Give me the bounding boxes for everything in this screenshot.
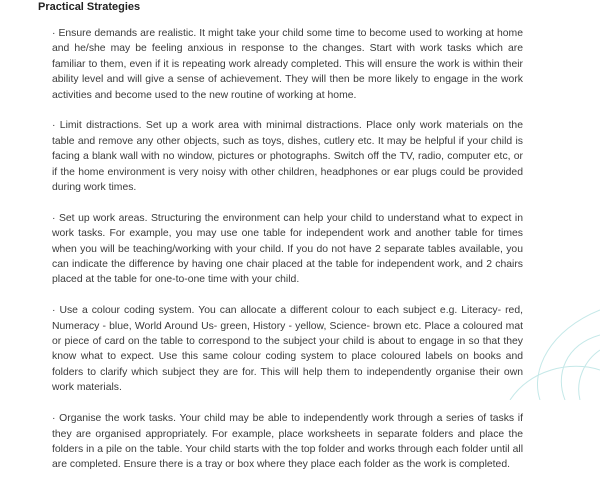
strategy-paragraph-realistic-demands: · Ensure demands are realistic. It might take your child some time to become used to working at home and he/she may be feeling anxious in response to the changes. Start with work tasks which are familiar to them, even if it is repeating work already completed. This will ensure the work is within their ability level and will give a sense of achievement. They will then be more likely to engage in the work activities and become used to the new routine of working at home.: [52, 28, 523, 101]
strategy-paragraph-work-areas: · Set up work areas. Structuring the environment can help your child to understand what to expect in work tasks. For example, you may use one table for independent work and another table for times when you will be teaching/working with your child. If you do not have 2 separate tables available, you can indicate the difference by having one chair placed at the table for independent work, and 2 chairs placed at the table for one-to-one time with your child.: [52, 212, 523, 286]
strategy-paragraph-organise-tasks: · Organise the work tasks. Your child may be able to independently work through a series of tasks if they are organised appropriately. For example, place worksheets in separate folders and place the folders in a pile on the table. Your child starts with the top folder and works through each folder until all are completed. Ensure there is a tray or box where they place each folder as the work is completed.: [52, 413, 523, 471]
strategy-paragraph-limit-distractions: · Limit distractions. Set up a work area with minimal distractions. Place only work materials on the table and remove any other objects, such as toys, dishes, cutlery etc. It may be helpful if your child is facing a blank wall with no window, pictures or photographs. Switch off the TV, radio, computer etc, or if the home environment is very noisy with other children, headphones or ear plugs could be provided during work times.: [52, 120, 523, 194]
strategies-list: [52, 26, 523, 488]
strategy-paragraph-colour-coding: · Use a colour coding system. You can allocate a different colour to each subject e.g. Literacy- red, Numeracy - blue, World Around Us- green, History - yellow, Science- brown etc. Place a coloured mat or piece of card on the table to correspond to the subject your child is about to engage in so that they know what to expect. Use this same colour coding system to place coloured labels on books and folders to clarify which subject they are for. This will help them to independently organise their own work materials.: [52, 305, 523, 394]
section-heading: Practical Strategies: [38, 1, 141, 13]
